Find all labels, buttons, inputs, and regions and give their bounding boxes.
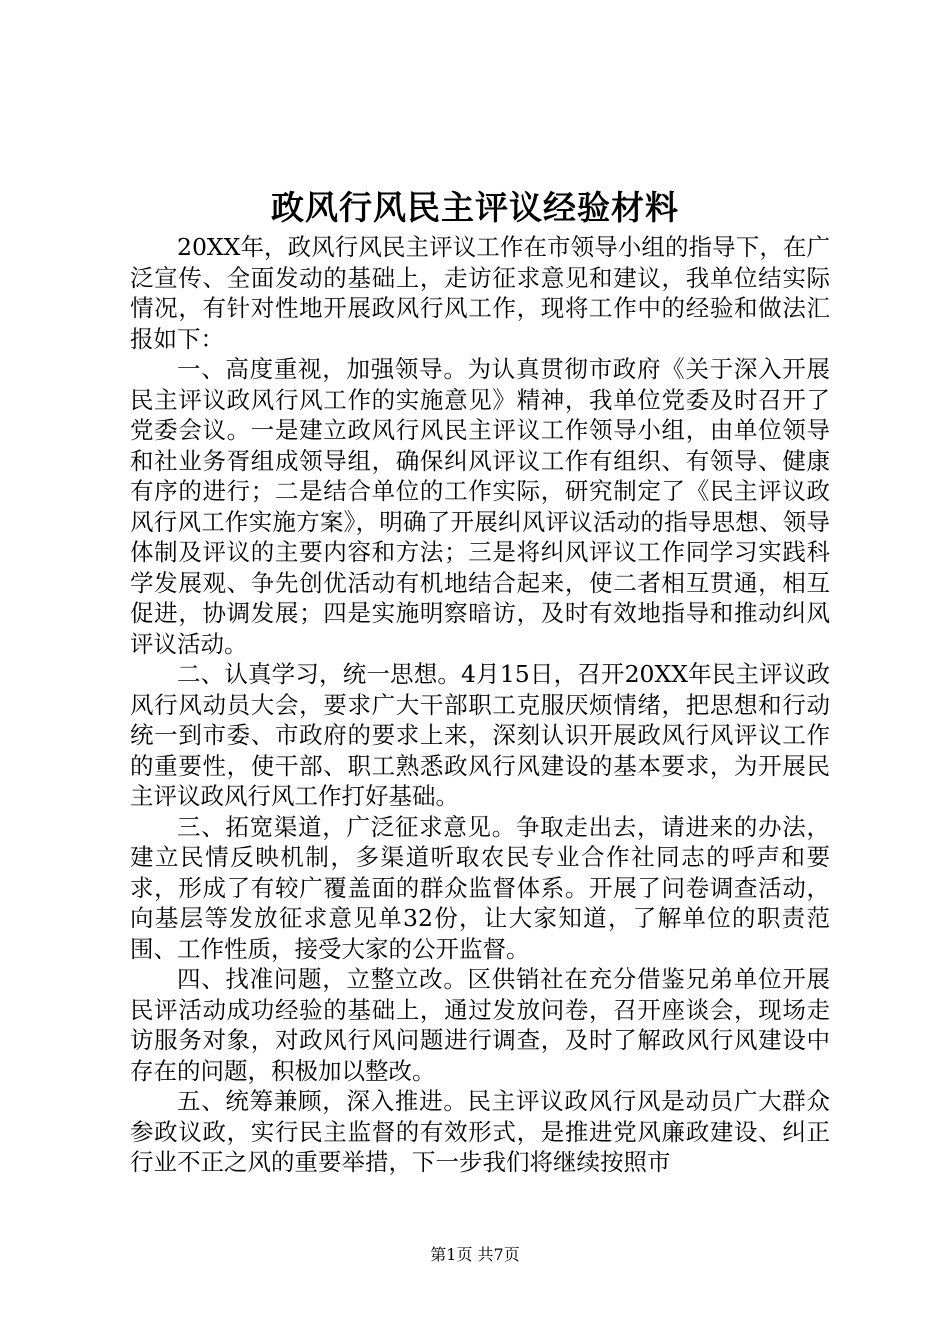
paragraph-section-1: 一、高度重视，加强领导。为认真贯彻市政府《关于深入开展民主评议政风行风工作的实施意见》精神，我单位党委及时召开了党委会议。一是建立政风行风民主评议工作领导小组，由单位领导和社业务胥组成领导组，确保纠风评议工作有组织、有领导、健康有序的进行；二是结合单位的工作实际，研究制定了《民主评议政风行风工作实施方案》，明确了开展纠风评议活动的指导思想、领导体制及评议的主要内容和方法；三是将纠风评议工作同学习实践科学发展观、争先创优活动有机地结合起来，使二者相互贯通，相互促进，协调发展；四是实施明察暗访，及时有效地指导和推动纠风评议活动。 [130,355,830,658]
paragraph-section-4: 四、找准问题，立整立改。区供销社在充分借鉴兄弟单位开展民评活动成功经验的基础上，通过发放问卷，召开座谈会，现场走访服务对象，对政风行风问题进行调查，及时了解政风行风建设中存在的问题，积极加以整改。 [130,965,830,1085]
page-footer: 第1页 共7页 [430,1245,520,1264]
document-body [130,232,830,1178]
paragraph-intro: 20XX年，政风行风民主评议工作在市领导小组的指导下，在广泛宣传、全面发动的基础上，走访征求意见和建议，我单位结实际情况，有针对性地开展政风行风工作，现将工作中的经验和做法汇报如下： [130,233,830,353]
paragraph-section-3: 三、拓宽渠道，广泛征求意见。争取走出去，请进来的办法，建立民情反映机制，多渠道听取农民专业合作社同志的呼声和要求，形成了有较广覆盖面的群众监督体系。开展了问卷调查活动，向基层等发放征求意见单32份，让大家知道，了解单位的职责范围、工作性质，接受大家的公开监督。 [130,812,830,963]
paragraph-section-5: 五、统筹兼顾，深入推进。民主评议政风行风是动员广大群众参政议政，实行民主监督的有效形式，是推进党风廉政建设、纠正行业不正之风的重要举措，下一步我们将继续按照市 [130,1087,830,1176]
paragraph-section-2: 二、认真学习，统一思想。4月15日，召开20XX年民主评议政风行风动员大会，要求广大干部职工克服厌烦情绪，把思想和行动统一到市委、市政府的要求上来，深刻认识开展政风行风评议工作的重要性，使干部、职工熟悉政风行风建设的基本要求，为开展民主评议政风行风工作打好基础。 [130,660,830,810]
document-title: 政风行风民主评议经验材料 [271,188,679,227]
